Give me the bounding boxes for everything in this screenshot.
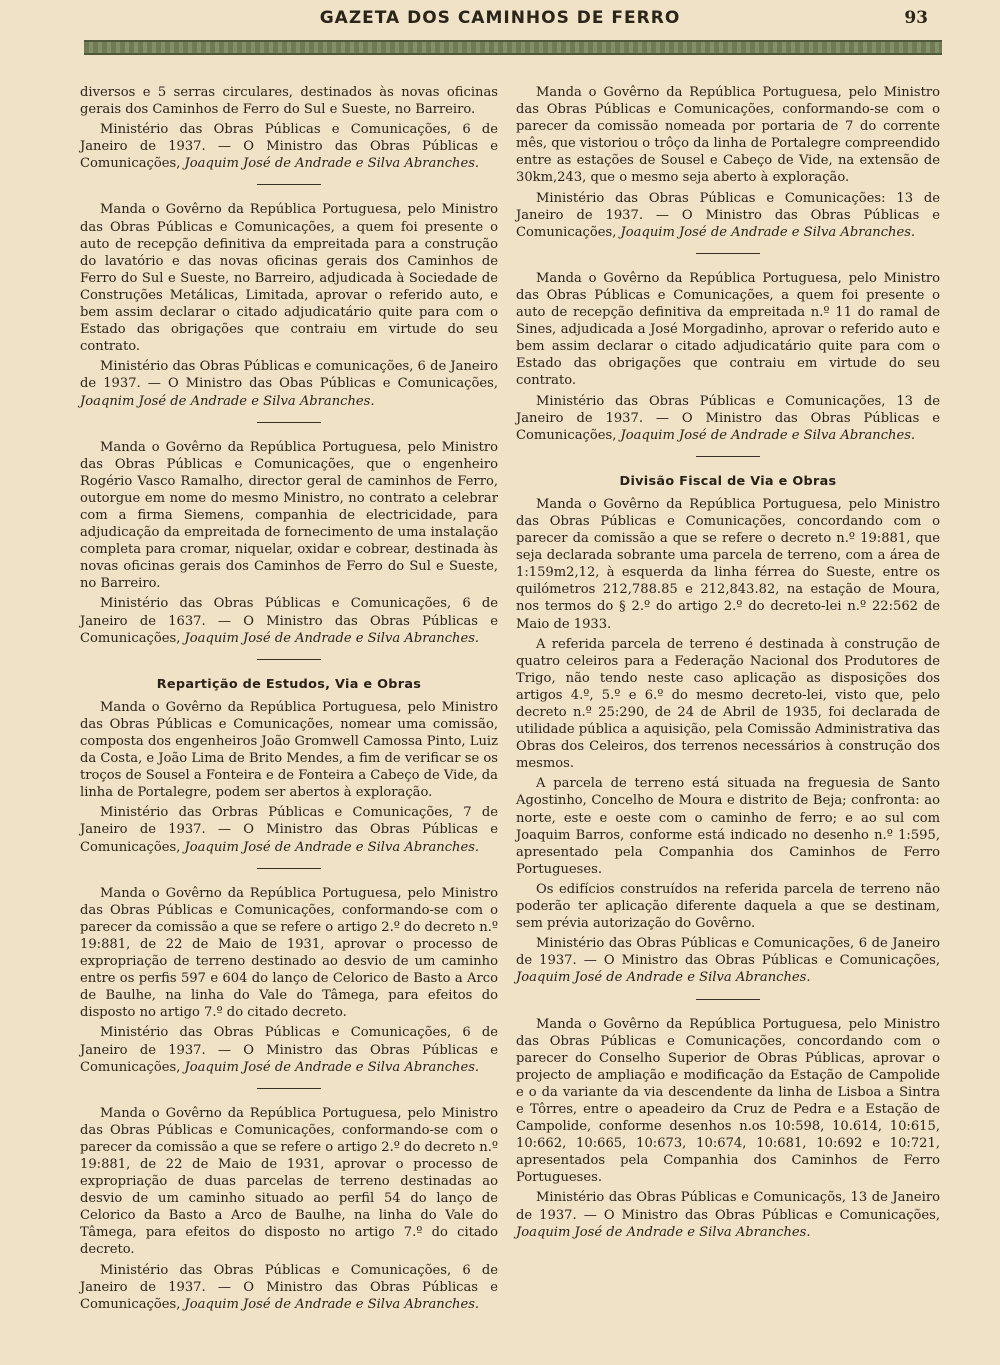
dateline: Ministério das Obras Públicas e Comunicações, 6 de Janeiro de 1937. — O Ministro das Obras Públicas e Comunicações,	[516, 936, 940, 969]
signature: Joaqnim José de Andrade e Silva Abranches.	[80, 393, 375, 409]
page-header	[0, 4, 1000, 34]
paragraph: A parcela de terreno está situada na freguesia de Santo Agostinho, Concelho de Moura e distrito de Beja; confronta: ao norte, este e oeste com o caminho de ferro; e ao sul com Joaquim Barros, conforme está indicado no desenho n.º 1:595, apresentado pela Companhia dos Caminhos de Ferro Portugueses.	[516, 776, 940, 877]
signature: Joaquim José de Andrade e Silva Abranches.	[184, 630, 480, 646]
dateline: Ministério das Obras Públicas e Comunicações, 13 de Janeiro de 1937. — O Ministro das Obras Públicas e Comunicações,	[516, 393, 940, 443]
paragraph: Manda o Govêrno da República Portuguesa, pelo Ministro das Obras Públicas e Comunicações, a quem foi presente o auto de recepção definitiva da empreitada n.º 11 do ramal de Sines, adjudicada a José Morgadinho, aprovar o referido auto e bem assim declarar o citado adjudicatário quite para com o Estado das obrigações que contraiu em virtude do seu contrato.	[516, 270, 940, 389]
article-divider	[257, 184, 321, 185]
signature: Joaquim José de Andrade e Silva Abranches.	[184, 156, 480, 172]
paragraph	[80, 1024, 498, 1075]
publication-title: GAZETA DOS CAMINHOS DE FERRO	[319, 8, 681, 28]
right-column	[516, 84, 940, 1244]
signature: Joaquim José de Andrade e Silva Abranches.	[620, 224, 916, 240]
dateline: Ministério das Obras Públicas e comunicações, 6 de Janeiro de 1937. — O Ministro das Obas Públicas e Comunicações,	[80, 359, 498, 392]
signature: Joaquim José de Andrade e Silva Abranches.	[184, 1296, 480, 1312]
paragraph	[516, 1189, 940, 1240]
paragraph	[80, 804, 498, 855]
paragraph: Manda o Govêrno da República Portuguesa, pelo Ministro das Obras Públicas e Comunicações, concordando com o parecer do Conselho Superior de Obras Públicas, aprovar o projecto de ampliação e modificação da Estação de Campolide e o da variante da via descendente da linha de Lisboa a Sintra e Tôrres, entre o apeadeiro da Cruz de Pedra e a Estação de Campolide, conforme desenhos n.os 10:598, 10.614, 10:615, 10:662, 10:665, 10:673, 10:674, 10:681, 10:692 e 10:721, apresentados pela Companhia dos Caminhos de Ferro Portugueses.	[516, 1016, 940, 1186]
paragraph: Manda o Govêrno da República Portuguesa, pelo Ministro das Obras Públicas e Comunicações, a quem foi presente o auto de recepção definitiva da empreitada para a construção do lavatório e das novas oficinas gerais dos Caminhos de Ferro do Sul e Sueste, no Barreiro, adjudicada à Sociedade de Construções Metálicas, Limitada, aprovar o referido auto, e bem assim declarar o citado adjudicatário quite para com o Estado das obrigações que contraiu em virtude do seu contrato.	[80, 202, 498, 355]
paragraph: Manda o Govêrno da República Portuguesa, pelo Ministro das Obras Públicas e Comunicações, concordando com o parecer da comissão a que se refere o decreto n.º 19:881, que seja declarada sobrante uma parcela de terreno, com a área de 1:159m2,12, à esquerda da linha férrea do Sueste, entre os quilómetros 212,788.85 e 212,843.82, na estação de Moura, nos termos do § 2.º do artigo 2.º do decreto-lei n.º 22:562 de Maio de 1933.	[516, 496, 940, 632]
left-column	[80, 84, 498, 1316]
signature: Joaquim José de Andrade e Silva Abranches.	[516, 1224, 811, 1240]
article-divider	[257, 1088, 321, 1089]
signature: Joaquim José de Andrade e Silva Abranches.	[184, 839, 480, 855]
paragraph: Manda o Govêrno da República Portuguesa, pelo Ministro das Obras Públicas e Comunicações, nomear uma comissão, composta dos engenheiros João Gromwell Camossa Pinto, Luiz da Costa, e João Lima de Brito Mendes, a fim de verificar se os troços de Sousel a Fonteira e de Fonteira a Cabeço de Vide, da linha de Portalegre, podem ser abertos à exploração.	[80, 699, 498, 801]
paragraph: Os edifícios construídos na referida parcela de terreno não poderão ter aplicação diferente daquela a que se destinam, sem prévia autorização do Govêrno.	[516, 881, 940, 932]
dateline: Ministério das Obras Públicas e Comunicações, 6 de Janeiro de 1937. — O Ministro das Obras Públicas e Comunicações,	[80, 1262, 498, 1312]
paragraph: Manda o Govêrno da República Portuguesa, pelo Ministro das Obras Públicas e Comunicações, que o engenheiro Rogério Vasco Ramalho, director geral de caminhos de Ferro, outorgue em nome do mesmo Ministro, no contrato a celebrar com a firma Siemens, companhia de electricidade, para adjudicação da empreitada de fornecimento de uma instalação completa para cromar, niquelar, oxidar e cobrear, destinada às novas oficinas gerais dos Caminhos de Ferro do Sul e Sueste, no Barreiro.	[80, 439, 498, 592]
dateline: Ministério das Obras Públicas e Comunicaçõs, 13 de Janeiro de 1937. — O Ministro das Obras Públicas e Comunicações,	[516, 1190, 940, 1223]
paragraph	[516, 935, 940, 986]
dateline: Ministério das Obras Públicas e Comunicações: 13 de Janeiro de 1937. — O Ministro das Obras Públicas e Comunicações,	[516, 190, 940, 240]
header-rule	[84, 40, 942, 55]
paragraph	[516, 190, 940, 241]
article-divider	[257, 659, 321, 660]
signature: Joaquim José de Andrade e Silva Abranches.	[184, 1059, 480, 1075]
paragraph	[516, 393, 940, 444]
signature: Joaquim José de Andrade e Silva Abranches.	[516, 970, 811, 986]
paragraph: Manda o Govêrno da República Portuguesa, pelo Ministro das Obras Públicas e Comunicações, conformando-se com o parecer da comissão a que se refere o artigo 2.º do decreto n.º 19:881, de 22 de Maio de 1931, aprovar o processo de expropriação de terreno destinado ao desvio de um caminho entre os perfis 597 e 604 do lanço de Celorico de Basto a Arco de Baulhe, na linha do Vale do Tâmega, para efeitos do disposto no artigo 7.º do citado decreto.	[80, 885, 499, 1021]
signature: Joaquim José de Andrade e Silva Abranches.	[620, 427, 916, 443]
article-divider	[257, 422, 321, 423]
article-divider	[696, 456, 760, 457]
article-divider	[696, 999, 760, 1000]
paragraph: Manda o Govêrno da República Portuguesa, pelo Ministro das Obras Públicas e Comunicações, conformando-se com o parecer da comissão nomeada por portaria de 7 do corrente mês, que vistoriou o trôço da linha de Portalegre compreendido entre as estações de Sousel e Cabeço de Vide, na extensão de 30km,243, que o mesmo seja aberto à exploração.	[516, 85, 941, 186]
paragraph: diversos e 5 serras circulares, destinados às novas oficinas gerais dos Caminhos de Ferro do Sul e Sueste, no Barreiro.	[80, 85, 498, 118]
paragraph	[80, 1262, 498, 1313]
paragraph: A referida parcela de terreno é destinada à construção de quatro celeiros para a Federação Nacional dos Produtores de Trigo, não tendo neste caso aplicação as disposições dos artigos 4.º, 5.º e 6.º do mesmo decreto-lei, visto que, pelo decreto n.º 25:290, de 24 de Abril de 1935, foi declarada de utilidade pública a aquisição, pela Comissão Administrativa das Obras dos Celeiros, dos terrenos necessários à construção dos mesmos.	[516, 636, 940, 772]
paragraph	[80, 595, 498, 646]
dateline: Ministério das Orbras Públicas e Comunicações, 7 de Janeiro de 1937. — O Ministro das Obras Públicas e Comunicações,	[80, 805, 498, 855]
paragraph: Manda o Govêrno da República Portuguesa, pelo Ministro das Obras Públicas e Comunicações, conformando-se com o parecer da comissão a que se refere o artigo 2.º do decreto n.º 19:881, de 22 de Maio de 1931, aprovar o processo de expropriação de duas parcelas de terreno destinadas ao desvio de um caminho situado ao perfil 54 do lanço de Celorico da Basto a Arco de Baulhe, na linha do Vale do Tâmega, para efeitos do disposto no artigo 7.º do citado decreto.	[80, 1105, 499, 1258]
paragraph	[80, 121, 498, 172]
article-divider	[696, 253, 760, 254]
dateline: Ministério das Obras Públicas e Comunicações, 6 de Janeiro de 1937. — O Ministro das Obras Públicas e Comunicações,	[80, 1025, 498, 1075]
article-divider	[257, 868, 321, 869]
dateline: Ministério das Obras Públicas e Comunicações, 6 de Janeiro de 1937. — O Ministro das Obras Públicas e Comunicações,	[80, 122, 498, 172]
dateline: Ministério das Obras Públicas e Comunicações, 6 de Janeiro de 1637. — O Ministro das Obras Públicas e Comunicações,	[80, 596, 498, 646]
page-number: 93	[904, 8, 928, 28]
section-heading: Repartição de Estudos, Via e Obras	[156, 676, 422, 692]
paragraph	[80, 358, 498, 409]
section-heading: Divisão Fiscal de Via e Obras	[619, 473, 837, 489]
